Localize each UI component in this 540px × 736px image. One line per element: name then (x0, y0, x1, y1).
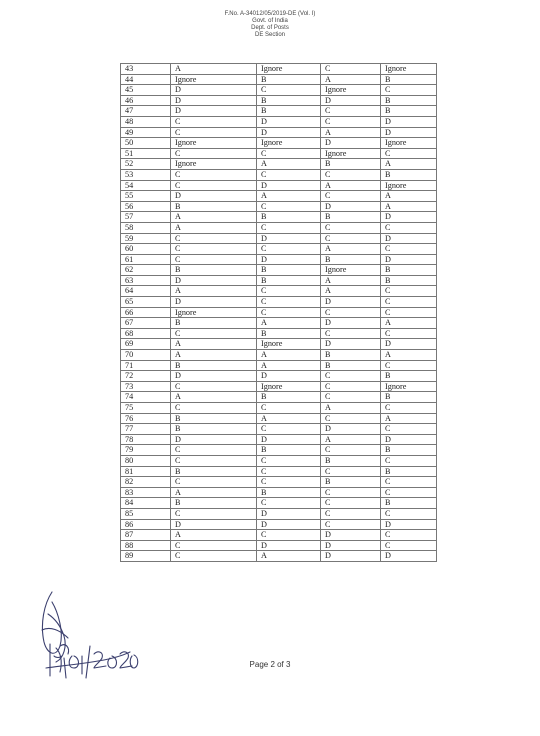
answer-cell: C (171, 445, 257, 456)
answer-cell: C (381, 424, 437, 435)
answer-cell: B (321, 477, 381, 488)
answer-cell: C (381, 286, 437, 297)
question-number-cell: 59 (121, 233, 171, 244)
answer-cell: C (257, 286, 321, 297)
table-row (121, 191, 437, 202)
question-number-cell: 88 (121, 540, 171, 551)
answer-cell: C (257, 148, 321, 159)
answer-cell: C (321, 392, 381, 403)
file-number: F.No. A-34012/05/2019-DE (Vol. I) (224, 11, 316, 17)
answer-cell: C (257, 201, 321, 212)
question-number-cell: 82 (121, 477, 171, 488)
table-row (121, 148, 437, 159)
question-number-cell: 68 (121, 328, 171, 339)
answer-cell: C (381, 148, 437, 159)
answer-cell: D (257, 508, 321, 519)
answer-cell: B (171, 498, 257, 509)
table-row (121, 244, 437, 255)
table-row (121, 424, 437, 435)
answer-cell: D (381, 233, 437, 244)
answer-cell: Ignore (171, 159, 257, 170)
answer-cell: B (321, 212, 381, 223)
table-row (121, 508, 437, 519)
answer-cell: C (381, 360, 437, 371)
table-row (121, 222, 437, 233)
answer-cell: D (171, 434, 257, 445)
answer-cell: C (321, 487, 381, 498)
answer-cell: A (381, 350, 437, 361)
question-number-cell: 89 (121, 551, 171, 562)
question-number-cell: 78 (121, 434, 171, 445)
answer-cell: Ignore (381, 138, 437, 149)
table-row (121, 381, 437, 392)
answer-cell: A (321, 434, 381, 445)
table-row (121, 350, 437, 361)
answer-cell: C (381, 244, 437, 255)
answer-cell: A (171, 487, 257, 498)
answer-cell: D (257, 254, 321, 265)
answer-cell: D (381, 519, 437, 530)
question-number-cell: 65 (121, 297, 171, 308)
answer-cell: C (257, 466, 321, 477)
question-number-cell: 55 (121, 191, 171, 202)
answer-cell: B (171, 413, 257, 424)
table-row (121, 403, 437, 414)
answer-cell: C (171, 477, 257, 488)
answer-cell: B (171, 360, 257, 371)
answer-cell: B (257, 106, 321, 117)
answer-cell: C (321, 233, 381, 244)
answer-cell: C (321, 371, 381, 382)
question-number-cell: 75 (121, 403, 171, 414)
answer-cell: C (381, 540, 437, 551)
question-number-cell: 52 (121, 159, 171, 170)
answer-cell: D (321, 318, 381, 329)
answer-cell: D (171, 275, 257, 286)
answer-cell: A (171, 212, 257, 223)
answer-cell: B (257, 392, 321, 403)
question-number-cell: 87 (121, 530, 171, 541)
answer-cell: Ignore (171, 138, 257, 149)
answer-cell: C (257, 85, 321, 96)
answer-cell: D (381, 434, 437, 445)
question-number-cell: 62 (121, 265, 171, 276)
answer-cell: C (171, 508, 257, 519)
question-number-cell: 44 (121, 74, 171, 85)
answer-cell: Ignore (171, 307, 257, 318)
answer-cell: C (381, 307, 437, 318)
answer-cell: Ignore (257, 381, 321, 392)
answer-cell: D (257, 540, 321, 551)
answer-cell: C (257, 424, 321, 435)
answer-cell: C (171, 455, 257, 466)
answer-cell: C (171, 254, 257, 265)
answer-cell: C (257, 222, 321, 233)
answer-cell: D (321, 297, 381, 308)
table-row (121, 254, 437, 265)
question-number-cell: 70 (121, 350, 171, 361)
answer-cell: D (171, 191, 257, 202)
answer-cell: A (381, 191, 437, 202)
answer-cell: B (257, 445, 321, 456)
table-row (121, 540, 437, 551)
answer-cell: D (257, 116, 321, 127)
answer-cell: B (257, 487, 321, 498)
question-number-cell: 51 (121, 148, 171, 159)
question-number-cell: 57 (121, 212, 171, 223)
answer-cell: B (321, 159, 381, 170)
table-row (121, 434, 437, 445)
answer-cell: A (257, 159, 321, 170)
document-header (0, 11, 540, 39)
answer-cell: C (171, 127, 257, 138)
answer-cell: A (321, 244, 381, 255)
answer-cell: D (171, 371, 257, 382)
answer-cell: A (321, 403, 381, 414)
question-number-cell: 83 (121, 487, 171, 498)
answer-cell: D (381, 339, 437, 350)
answer-cell: C (171, 551, 257, 562)
table-row (121, 116, 437, 127)
govt-line: Govt. of India (252, 18, 288, 24)
answer-cell: A (171, 339, 257, 350)
question-number-cell: 54 (121, 180, 171, 191)
table-row (121, 392, 437, 403)
answer-cell: B (257, 212, 321, 223)
answer-cell: D (381, 127, 437, 138)
answer-cell: Ignore (257, 339, 321, 350)
answer-cell: C (257, 403, 321, 414)
answer-cell: D (257, 434, 321, 445)
answer-cell: C (171, 180, 257, 191)
section-line: DE Section (254, 32, 285, 38)
answer-cell: B (321, 455, 381, 466)
answer-cell: C (321, 445, 381, 456)
answer-cell: D (381, 551, 437, 562)
question-number-cell: 69 (121, 339, 171, 350)
answer-cell: C (171, 328, 257, 339)
question-number-cell: 84 (121, 498, 171, 509)
table-row (121, 180, 437, 191)
table-row (121, 530, 437, 541)
question-number-cell: 85 (121, 508, 171, 519)
answer-cell: Ignore (381, 64, 437, 75)
question-number-cell: 63 (121, 275, 171, 286)
question-number-cell: 76 (121, 413, 171, 424)
answer-cell: D (321, 201, 381, 212)
answer-cell: B (257, 74, 321, 85)
answer-cell: D (321, 138, 381, 149)
question-number-cell: 71 (121, 360, 171, 371)
answer-cell: C (321, 381, 381, 392)
answer-cell: C (171, 403, 257, 414)
question-number-cell: 56 (121, 201, 171, 212)
answer-cell: D (321, 424, 381, 435)
answer-cell: B (381, 275, 437, 286)
table-row (121, 85, 437, 96)
answer-cell: A (257, 191, 321, 202)
answer-cell: B (381, 371, 437, 382)
answer-cell: D (171, 95, 257, 106)
answer-cell: C (171, 116, 257, 127)
question-number-cell: 80 (121, 455, 171, 466)
answer-cell: C (321, 307, 381, 318)
answer-cell: C (381, 85, 437, 96)
answer-cell: C (257, 477, 321, 488)
answer-cell: A (381, 318, 437, 329)
answer-cell: C (321, 64, 381, 75)
answer-cell: D (171, 106, 257, 117)
answer-cell: C (321, 328, 381, 339)
answer-cell: A (381, 201, 437, 212)
answer-cell: B (257, 265, 321, 276)
answer-cell: Ignore (321, 265, 381, 276)
answer-cell: C (257, 169, 321, 180)
answer-cell: B (381, 95, 437, 106)
answer-cell: D (321, 540, 381, 551)
answer-cell: D (321, 95, 381, 106)
question-number-cell: 60 (121, 244, 171, 255)
table-row (121, 159, 437, 170)
answer-cell: D (321, 530, 381, 541)
table-row (121, 286, 437, 297)
question-number-cell: 53 (121, 169, 171, 180)
table-row (121, 413, 437, 424)
answer-cell: A (257, 551, 321, 562)
answer-cell: C (381, 530, 437, 541)
answer-cell: C (381, 328, 437, 339)
answer-cell: D (257, 519, 321, 530)
table-row (121, 169, 437, 180)
table-row (121, 477, 437, 488)
answer-cell: D (381, 254, 437, 265)
answer-cell: B (171, 424, 257, 435)
answer-cell: A (321, 74, 381, 85)
answer-cell: C (257, 455, 321, 466)
answer-cell: B (171, 318, 257, 329)
answer-cell: A (171, 350, 257, 361)
table-row (121, 106, 437, 117)
answer-cell: B (381, 169, 437, 180)
answer-cell: C (381, 455, 437, 466)
answer-cell: B (321, 360, 381, 371)
answer-cell: C (321, 116, 381, 127)
table-row (121, 127, 437, 138)
answer-cell: C (321, 466, 381, 477)
answer-cell: Ignore (321, 148, 381, 159)
answer-cell: Ignore (171, 74, 257, 85)
answer-cell: A (257, 360, 321, 371)
question-number-cell: 64 (121, 286, 171, 297)
question-number-cell: 48 (121, 116, 171, 127)
table-row (121, 307, 437, 318)
answer-cell: B (171, 466, 257, 477)
answer-cell: B (381, 445, 437, 456)
question-number-cell: 79 (121, 445, 171, 456)
question-number-cell: 47 (121, 106, 171, 117)
answer-cell: A (321, 286, 381, 297)
answer-cell: A (321, 275, 381, 286)
dept-line: Dept. of Posts (251, 25, 289, 31)
answer-cell: D (257, 180, 321, 191)
answer-cell: B (381, 265, 437, 276)
table-row (121, 371, 437, 382)
question-number-cell: 67 (121, 318, 171, 329)
answer-cell: A (171, 64, 257, 75)
answer-cell: D (257, 127, 321, 138)
answer-cell: Ignore (381, 381, 437, 392)
answer-cell: Ignore (321, 85, 381, 96)
answer-cell: D (171, 519, 257, 530)
answer-cell: A (257, 413, 321, 424)
question-number-cell: 49 (121, 127, 171, 138)
answer-cell: C (381, 403, 437, 414)
table-row (121, 339, 437, 350)
answer-cell: Ignore (381, 180, 437, 191)
table-row (121, 318, 437, 329)
question-number-cell: 43 (121, 64, 171, 75)
answer-cell: B (257, 275, 321, 286)
table-row (121, 64, 437, 75)
answer-cell: A (381, 159, 437, 170)
answer-cell: A (321, 127, 381, 138)
table-row (121, 445, 437, 456)
answer-cell: B (321, 350, 381, 361)
answer-cell: C (171, 381, 257, 392)
answer-cell: A (321, 180, 381, 191)
question-number-cell: 86 (121, 519, 171, 530)
answer-cell: Ignore (257, 64, 321, 75)
table-row (121, 201, 437, 212)
answer-cell: C (321, 519, 381, 530)
answer-cell: Ignore (257, 138, 321, 149)
answer-cell: B (171, 201, 257, 212)
table-row (121, 328, 437, 339)
table-row (121, 138, 437, 149)
answer-cell: C (381, 487, 437, 498)
table-row (121, 95, 437, 106)
answer-cell: C (321, 169, 381, 180)
table-row (121, 275, 437, 286)
answer-cell: C (171, 169, 257, 180)
table-row (121, 487, 437, 498)
answer-cell: A (381, 413, 437, 424)
answer-key-table (120, 63, 437, 562)
question-number-cell: 46 (121, 95, 171, 106)
answer-cell: B (257, 95, 321, 106)
answer-cell: C (171, 540, 257, 551)
question-number-cell: 45 (121, 85, 171, 96)
answer-cell: C (321, 413, 381, 424)
table-row (121, 74, 437, 85)
question-number-cell: 74 (121, 392, 171, 403)
answer-cell: C (321, 222, 381, 233)
question-number-cell: 61 (121, 254, 171, 265)
question-number-cell: 66 (121, 307, 171, 318)
answer-cell: C (171, 148, 257, 159)
answer-cell: C (321, 508, 381, 519)
table-row (121, 212, 437, 223)
table-row (121, 455, 437, 466)
answer-cell: C (257, 498, 321, 509)
answer-cell: C (257, 297, 321, 308)
question-number-cell: 50 (121, 138, 171, 149)
answer-cell: D (171, 297, 257, 308)
answer-cell: C (321, 498, 381, 509)
answer-cell: C (257, 530, 321, 541)
question-number-cell: 77 (121, 424, 171, 435)
answer-cell: C (381, 477, 437, 488)
answer-cell: B (381, 74, 437, 85)
answer-cell: D (171, 85, 257, 96)
answer-cell: B (381, 466, 437, 477)
table-row (121, 360, 437, 371)
answer-cell: D (381, 116, 437, 127)
question-number-cell: 81 (121, 466, 171, 477)
answer-cell: B (257, 328, 321, 339)
table-row (121, 519, 437, 530)
answer-cell: B (381, 498, 437, 509)
table-row (121, 233, 437, 244)
answer-cell: C (381, 508, 437, 519)
table-row (121, 297, 437, 308)
answer-cell: B (381, 392, 437, 403)
table-row (121, 466, 437, 477)
table-row (121, 498, 437, 509)
answer-cell: B (171, 265, 257, 276)
handwritten-signature (30, 584, 140, 684)
question-number-cell: 58 (121, 222, 171, 233)
answer-table-body (121, 64, 437, 562)
answer-cell: B (381, 106, 437, 117)
answer-cell: D (257, 371, 321, 382)
answer-cell: C (257, 244, 321, 255)
answer-cell: B (321, 254, 381, 265)
answer-cell: C (381, 297, 437, 308)
answer-cell: C (257, 307, 321, 318)
answer-cell: C (381, 222, 437, 233)
answer-cell: D (321, 339, 381, 350)
question-number-cell: 72 (121, 371, 171, 382)
answer-cell: D (321, 551, 381, 562)
answer-cell: C (321, 106, 381, 117)
page-number: Page 2 of 3 (249, 660, 291, 669)
answer-cell: A (257, 318, 321, 329)
answer-cell: D (257, 233, 321, 244)
answer-cell: A (171, 392, 257, 403)
answer-cell: A (171, 530, 257, 541)
table-row (121, 551, 437, 562)
answer-cell: C (321, 191, 381, 202)
answer-cell: A (171, 286, 257, 297)
question-number-cell: 73 (121, 381, 171, 392)
answer-cell: C (171, 244, 257, 255)
table-row (121, 265, 437, 276)
answer-cell: C (171, 233, 257, 244)
answer-cell: A (257, 350, 321, 361)
answer-cell: A (171, 222, 257, 233)
answer-cell: D (381, 212, 437, 223)
